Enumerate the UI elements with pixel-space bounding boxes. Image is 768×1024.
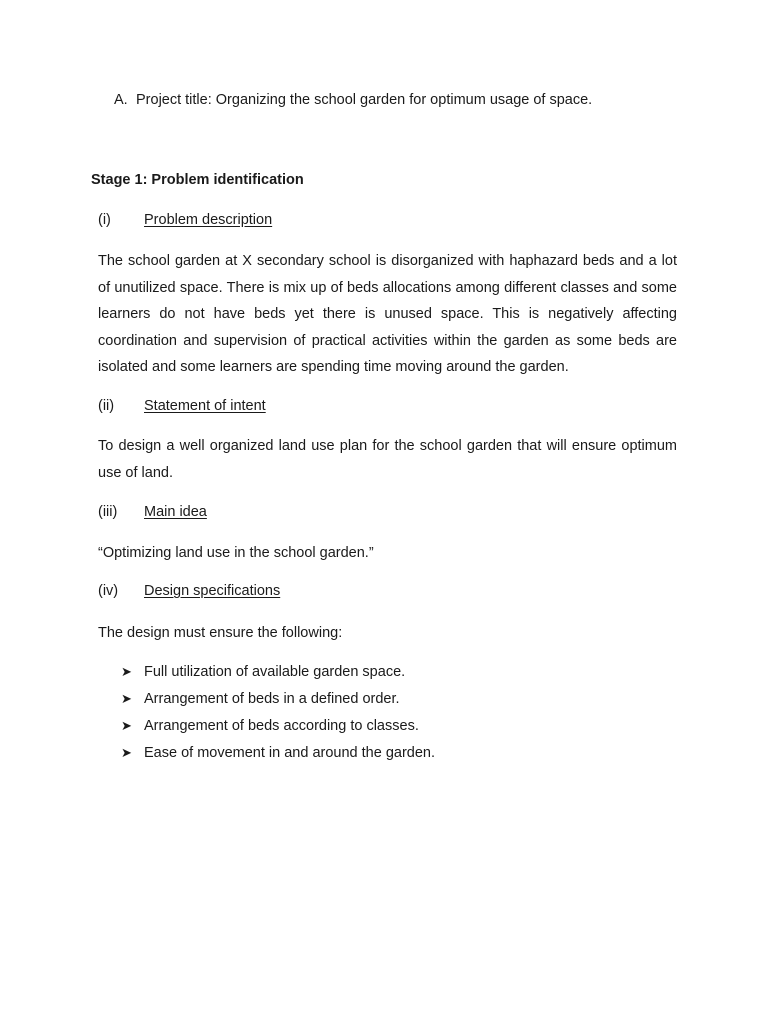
section-heading-design-specifications — [98, 583, 280, 599]
section-number: (ii) — [98, 398, 115, 414]
section-number: (i) — [98, 212, 111, 228]
main-idea-paragraph: “Optimizing land use in the school garden.” — [98, 545, 374, 561]
section-heading-statement-of-intent — [98, 398, 266, 414]
list-marker: A. — [114, 92, 128, 108]
project-title-line — [114, 92, 592, 108]
stage-heading: Stage 1: Problem identification — [91, 172, 304, 188]
list-item-text: Arrangement of beds according to classes. — [144, 718, 419, 734]
arrow-bullet-icon: ➤ — [121, 664, 132, 679]
list-item — [121, 688, 435, 715]
section-title: Design specifications — [144, 583, 281, 599]
project-title-text: Project title: Organizing the school garden for optimum usage of space. — [136, 92, 593, 108]
list-item — [121, 742, 435, 769]
section-title: Main idea — [144, 504, 207, 520]
section-title: Statement of intent — [144, 398, 266, 414]
problem-description-paragraph: The school garden at X secondary school is disorganized with haphazard beds and a lot of unutilized space. There is mix up of beds allocations among different classes and some learners do not have beds yet there is unused space. This is negatively affecting coordination and supervision of practical activities within the garden as some beds are isolated and some learners are spending time moving around the garden. — [98, 253, 677, 376]
list-item — [121, 715, 435, 742]
section-title: Problem description — [144, 212, 273, 228]
statement-of-intent-paragraph: To design a well organized land use plan for the school garden that will ensure optimum use of land. — [98, 438, 677, 481]
design-specifications-intro: The design must ensure the following: — [98, 625, 343, 641]
arrow-bullet-icon: ➤ — [121, 745, 132, 760]
section-heading-main-idea — [98, 504, 207, 520]
list-item-text: Ease of movement in and around the garden. — [144, 745, 435, 761]
arrow-bullet-icon: ➤ — [121, 691, 132, 706]
list-item — [121, 661, 435, 688]
list-item-text: Arrangement of beds in a defined order. — [144, 691, 400, 707]
list-item-text: Full utilization of available garden space. — [144, 664, 406, 680]
arrow-bullet-icon: ➤ — [121, 718, 132, 733]
section-number: (iii) — [98, 504, 118, 520]
section-number: (iv) — [98, 583, 119, 599]
section-heading-problem-description — [98, 212, 272, 228]
design-specifications-list — [121, 661, 435, 769]
